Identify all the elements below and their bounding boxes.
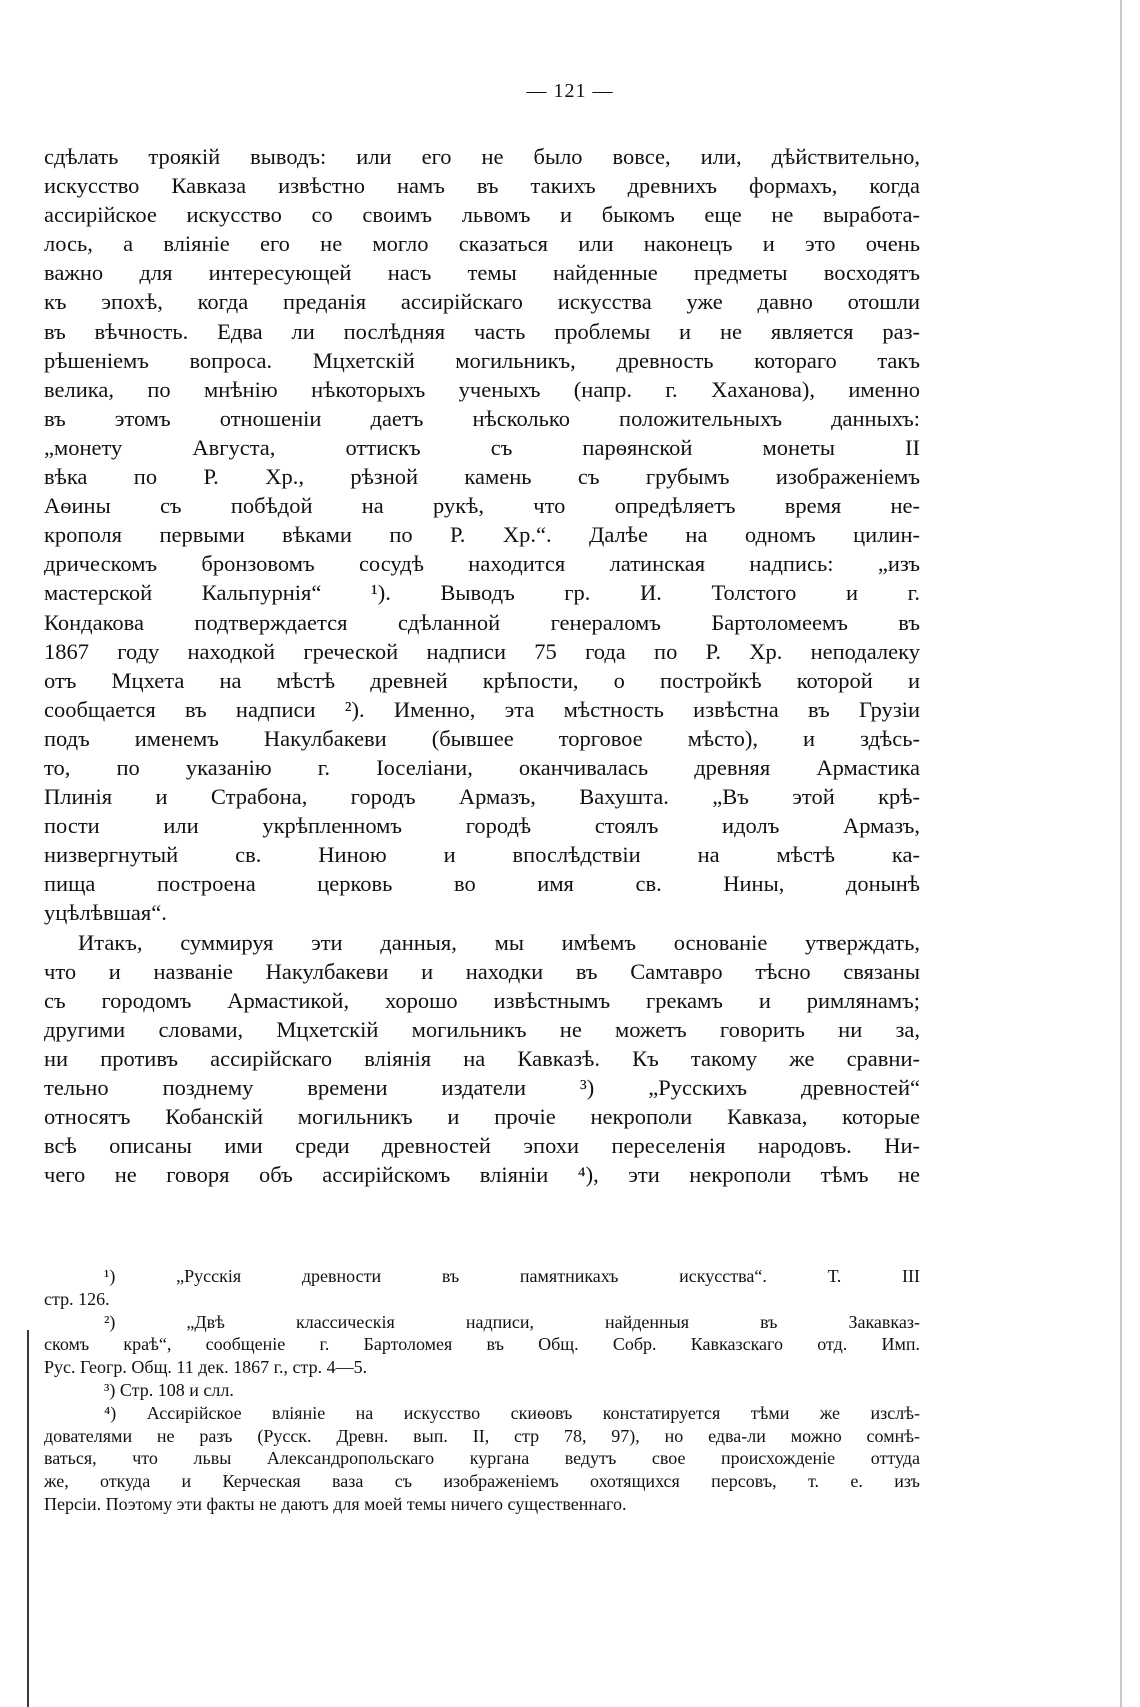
text-line: подъ именемъ Накулбакеви (бывшее торговое мѣсто), и здѣсь- (44, 725, 920, 751)
footnote-line: ⁴) Ассирійское вліяніе на искусство скиѳовъ констатируется тѣми же изслѣ- (104, 1402, 920, 1423)
footnote-line: ваться, что львы Александропольскаго кургана ведутъ свое происхожденіе оттуда (44, 1448, 920, 1469)
text-line: „монету Августа, оттискъ съ парѳянской монеты II (44, 434, 920, 460)
text-line: въ этомъ отношеніи даетъ нѣсколько положительныхъ данныхъ: (44, 405, 920, 431)
page-edge-right (1120, 0, 1122, 1707)
text-line: уцѣлѣвшая“. (44, 900, 167, 926)
footnote-line: Рус. Геогр. Общ. 11 дек. 1867 г., стр. 4—5. (44, 1357, 368, 1378)
text-line: рѣшеніемъ вопроса. Мцхетскій могильникъ, древность котораго такъ (44, 347, 920, 373)
text-line: велика, по мнѣнію нѣкоторыхъ ученыхъ (напр. г. Хаханова), именно (44, 376, 920, 402)
footnote-line: дователями не разъ (Русск. Древн. вып. II, стр 78, 97), но едва-ли можно сомнѣ- (44, 1425, 920, 1446)
footnotes (44, 1265, 920, 1516)
text-line: всѣ описаны ими среди древностей эпохи переселенія народовъ. Ни- (44, 1133, 920, 1159)
text-line: мастерской Кальпурнія“ ¹). Выводъ гр. И. Толстого и г. (44, 580, 920, 606)
page-number: — 121 — (526, 80, 614, 102)
footnote-line: ³) Стр. 108 и слл. (104, 1379, 234, 1400)
text-line: Плинія и Страбона, городъ Армазъ, Вахушта. „Въ этой крѣ- (44, 784, 920, 810)
text-line: Кондакова подтверждается сдѣланной генераломъ Бартоломеемъ въ (44, 609, 920, 635)
text-line: искусство Кавказа извѣстно намъ въ такихъ древнихъ формахъ, когда (44, 173, 920, 199)
text-line: тельно позднему времени издатели ³) „Русскихъ древностей“ (44, 1075, 920, 1100)
text-line: пища построена церковь во имя св. Нины, донынѣ (44, 871, 920, 897)
text-line: относятъ Кобанскій могильникъ и прочіе некрополи Кавказа, которые (44, 1104, 920, 1130)
text-line: низвергнутый св. Ниною и впослѣдствіи на мѣстѣ ка- (44, 842, 920, 868)
text-line: чего не говоря объ ассирійскомъ вліяніи ⁴), эти некрополи тѣмъ не (44, 1162, 920, 1188)
text-line: ни противъ ассирійскаго вліянія на Кавказѣ. Къ такому же сравни- (44, 1045, 920, 1071)
footnote-line: же, откуда и Керческая ваза съ изображеніемъ охотящихся персовъ, т. е. изъ (44, 1471, 920, 1492)
text-line: другими словами, Мцхетскій могильникъ не можетъ говорить ни за, (44, 1016, 920, 1042)
text-line: къ эпохѣ, когда преданія ассирійскаго искусства уже давно отошли (44, 289, 920, 315)
text-line: крополя первыми вѣками по Р. Хр.“. Далѣе на одномъ цилин- (44, 522, 920, 548)
text-line: 1867 году находкой греческой надписи 75 года по Р. Хр. неподалеку (44, 638, 920, 664)
text-line: дрическомъ бронзовомъ сосудѣ находится латинская надпись: „изъ (44, 551, 920, 577)
text-line: ассирійское искусство со своимъ львомъ и быкомъ еще не выработа- (44, 202, 920, 228)
footnote-line: ²) „Двѣ классическія надписи, найденныя въ Закавказ- (104, 1311, 920, 1332)
text-line: важно для интересующей насъ темы найденные предметы восходятъ (44, 260, 920, 286)
page-edge-left (27, 1330, 29, 1707)
footnote-line: стр. 126. (44, 1288, 110, 1309)
main-text (44, 142, 920, 1189)
text-line: въ вѣчность. Едва ли послѣдняя часть проблемы и не является раз- (44, 318, 920, 344)
text-line: вѣка по Р. Хр., рѣзной камень съ грубымъ изображеніемъ (44, 464, 920, 490)
text-line: отъ Мцхета на мѣстѣ древней крѣпости, о постройкѣ которой и (44, 667, 920, 693)
footnote-line: Персіи. Поэтому эти факты не даютъ для моей темы ничего существеннаго. (44, 1493, 627, 1514)
text-line: то, по указанію г. Іоселіани, оканчивалась древняя Армастика (44, 754, 920, 780)
text-line: сообщается въ надписи ²). Именно, эта мѣстность извѣстна въ Грузіи (44, 696, 920, 722)
text-line: Итакъ, суммируя эти данныя, мы имѣемъ основаніе утверждать, (78, 929, 920, 955)
text-line: Аѳины съ побѣдой на рукѣ, что опредѣляетъ время не- (44, 493, 920, 519)
text-line: пости или укрѣпленномъ городѣ стоялъ идолъ Армазъ, (44, 813, 920, 839)
text-line: съ городомъ Армастикой, хорошо извѣстнымъ грекамъ и римлянамъ; (44, 987, 920, 1013)
text-line: что и названіе Накулбакеви и находки въ Самтавро тѣсно связаны (44, 958, 920, 984)
footnote-line: скомъ краѣ“, сообщеніе г. Бартоломея въ Общ. Собр. Кавказскаго отд. Имп. (44, 1334, 920, 1355)
footnote-line: ¹) „Русскія древности въ памятникахъ искусства“. Т. III (104, 1266, 920, 1286)
text-line: лось, а вліяніе его не могло сказаться или наконецъ и это очень (44, 231, 920, 257)
text-line: сдѣлать троякій выводъ: или его не было вовсе, или, дѣйствительно, (44, 144, 920, 169)
